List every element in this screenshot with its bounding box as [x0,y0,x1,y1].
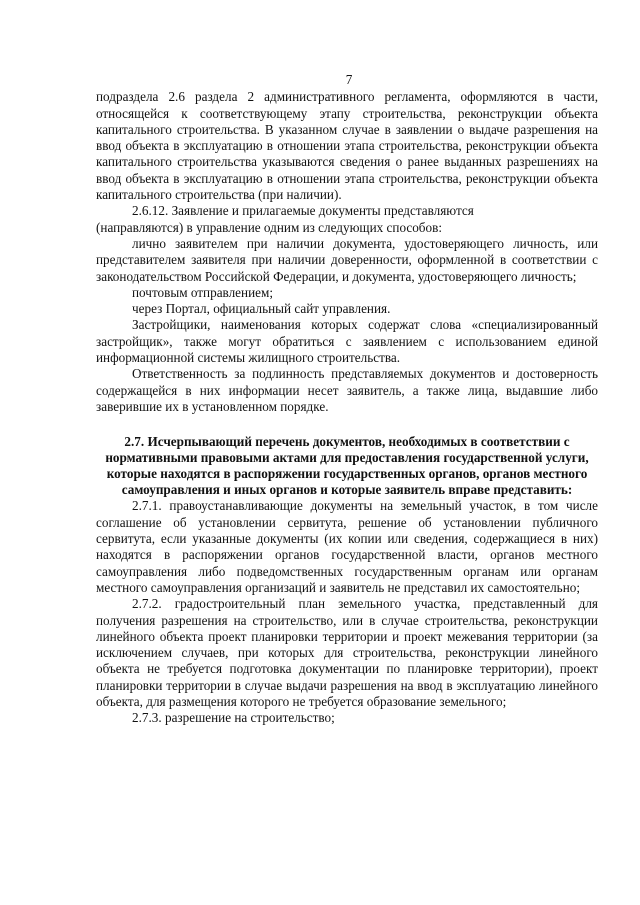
paragraph: Застройщики, наименования которых содержат слова «специализированный застройщик», также могут обратиться с заявлением с использованием единой информационной системы жилищного строительства. [96,317,598,366]
page-number: 7 [345,72,353,87]
document-page [96,72,598,727]
paragraph: (направляются) в управление одним из следующих способов: [96,219,443,235]
section-2-6-text [96,89,598,415]
paragraph: Ответственность за подлинность представляемых документов и достоверность содержащейся в них информации несет заявитель, а также лица, выдавшие либо заверившие их в установленном порядке. [96,366,598,414]
section-heading: 2.7. Исчерпывающий перечень документов, необходимых в соответствии с нормативными правовыми актами для предоставления государственной услуги, которые находятся в распоряжении государственных органов, органов местного самоуправления и иных органов и которые заявитель вправе представить: [105,434,589,497]
paragraph: подраздела 2.6 раздела 2 административного регламента, оформляются в части, относящейся к соответствующему этапу строительства, реконструкции объекта капитального строительства. В указанном случае в заявлении о выдаче разрешения на ввод объекта в эксплуатацию в отношении этапа строительства, реконструкции объекта капитального строительства указываются сведения о ранее выданных разрешениях на ввод объекта в эксплуатацию в отношении этапа строительства, реконструкции объекта капитального строительства (при наличии). [96,89,598,203]
paragraph: 2.7.3. разрешение на строительство; [132,710,335,726]
section-2-7-text [96,498,598,726]
paragraph: лично заявителем при наличии документа, удостоверяющего личность, или представителем заявителя при наличии доверенности, оформленной в соответствии с законодательством Российской Федерации, и документа, удостоверяющего личность; [96,235,598,284]
paragraph: 2.7.1. правоустанавливающие документы на земельный участок, в том числе соглашение об установлении сервитута, решение об установлении публичного сервитута, если указанные документы (их копии или сведения, содержащиеся в них) находятся в распоряжении органов государственной власти, органов местного самоуправления либо подведомственных государственным органам или органам местного самоуправления организаций и заявитель не представил их самостоятельно; [96,498,598,595]
paragraph: через Портал, официальный сайт управления. [132,301,391,317]
paragraph: 2.6.12. Заявление и прилагаемые документы представляются [132,203,474,219]
paragraph: 2.7.2. градостроительный план земельного участка, представленный для получения разрешения на строительство, или в случае строительства, реконструкции линейного объекта проект планировки территории и проект межевания территории (за исключением случаев, при которых для строительства, реконструкции линейного объекта не требуется подготовка документации по планировке территории), проект планировки территории в случае выдачи разрешения на ввод в эксплуатацию линейного объекта, для размещения которого не требуется образование земельного; [96,596,598,709]
paragraph: почтовым отправлением; [132,284,274,300]
